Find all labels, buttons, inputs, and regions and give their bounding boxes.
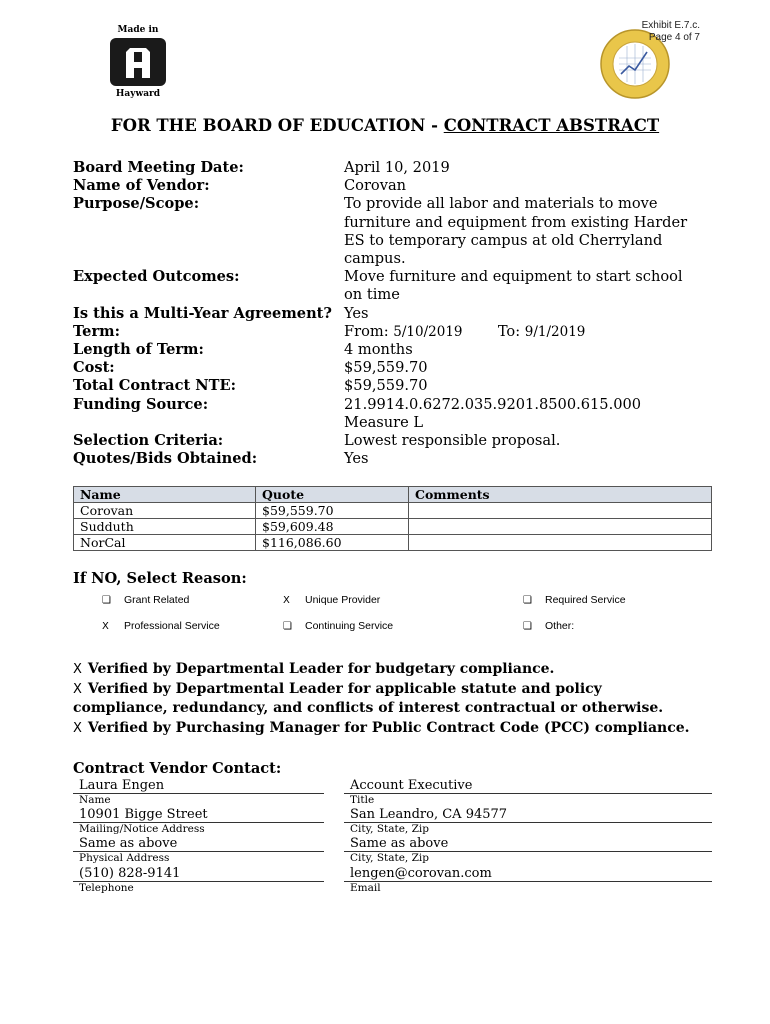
cost-label: Cost: bbox=[73, 359, 115, 377]
contact-name: Laura Engen bbox=[79, 778, 165, 793]
length-label: Length of Term: bbox=[73, 341, 204, 359]
table-header-quote: Quote bbox=[256, 487, 409, 503]
quotes-obtained-label: Quotes/Bids Obtained: bbox=[73, 450, 258, 468]
table-cell-name: NorCal bbox=[74, 535, 256, 551]
checkbox-icon: ❏ bbox=[523, 621, 532, 632]
email: lengen@corovan.com bbox=[350, 866, 492, 881]
city-state-zip-1: San Leandro, CA 94577 bbox=[350, 807, 508, 822]
table-cell-name: Sudduth bbox=[74, 519, 256, 535]
purpose-line: ES to temporary campus at old Cherryland bbox=[344, 231, 663, 249]
exhibit-label bbox=[600, 20, 700, 44]
cost-row bbox=[73, 359, 713, 377]
checkbox-icon: ❏ bbox=[523, 595, 532, 606]
name-caption: Name bbox=[79, 794, 111, 806]
meeting-date-row bbox=[73, 159, 713, 177]
funding-line: 21.9914.0.6272.035.9201.8500.615.000 bbox=[344, 395, 642, 413]
telephone: (510) 828-9141 bbox=[79, 866, 181, 881]
quotes-table bbox=[73, 486, 712, 551]
hayward-h-icon bbox=[110, 38, 166, 86]
verification-budget bbox=[73, 660, 733, 680]
mailing-caption: Mailing/Notice Address bbox=[79, 823, 205, 835]
table-cell-name: Corovan bbox=[74, 503, 256, 519]
funding-row bbox=[73, 396, 713, 432]
table-header-row bbox=[74, 487, 712, 503]
logo-top-text: Made in bbox=[117, 25, 159, 35]
city-state-zip-2: Same as above bbox=[350, 836, 449, 851]
table-cell-quote: $59,559.70 bbox=[256, 503, 409, 519]
table-row bbox=[74, 535, 712, 551]
vendor-label: Name of Vendor: bbox=[73, 177, 210, 195]
meeting-date-value: April 10, 2019 bbox=[344, 159, 450, 176]
table-header-name: Name bbox=[74, 487, 256, 503]
table-row bbox=[74, 519, 712, 535]
term-value bbox=[344, 323, 713, 341]
vendor-row bbox=[73, 177, 713, 195]
physical-caption: Physical Address bbox=[79, 852, 170, 864]
funding-value bbox=[344, 396, 713, 432]
city2-caption: City, State, Zip bbox=[350, 852, 429, 864]
divider bbox=[344, 881, 712, 882]
logo-bottom-text: Hayward bbox=[115, 89, 161, 99]
cost-value: $59,559.70 bbox=[344, 359, 428, 377]
verification-statements bbox=[73, 660, 733, 738]
checkbox-icon: X bbox=[283, 595, 290, 606]
made-in-hayward-logo bbox=[108, 25, 168, 99]
title-prefix: FOR THE BOARD OF EDUCATION - bbox=[110, 116, 444, 135]
reason-continuing-service[interactable] bbox=[283, 620, 393, 632]
verification-statute-cont: compliance, redundancy, and conflicts of interest contractual or otherwise. bbox=[73, 700, 664, 716]
contact-block bbox=[0, 778, 770, 908]
title-caption: Title bbox=[350, 794, 375, 806]
contact-title: Account Executive bbox=[350, 778, 473, 793]
funding-line: Measure L bbox=[344, 413, 424, 431]
outcomes-row bbox=[73, 268, 713, 304]
criteria-label: Selection Criteria: bbox=[73, 432, 224, 450]
table-cell-quote: $59,609.48 bbox=[256, 519, 409, 535]
term-row bbox=[73, 323, 713, 341]
verification-text: Verified by Departmental Leader for applicable statute and policy bbox=[87, 680, 602, 697]
purpose-line: furniture and equipment from existing Harder bbox=[344, 213, 688, 231]
check-mark: X bbox=[73, 662, 82, 677]
reason-other[interactable] bbox=[523, 620, 574, 632]
reason-label: Unique Provider bbox=[305, 594, 381, 606]
outcomes-value bbox=[344, 268, 713, 304]
nte-row bbox=[73, 377, 713, 395]
multiyear-row bbox=[73, 305, 713, 323]
title-underlined: CONTRACT ABSTRACT bbox=[443, 116, 660, 135]
email-caption: Email bbox=[350, 882, 381, 894]
page-number: Page 4 of 7 bbox=[648, 32, 700, 43]
vendor-value: Corovan bbox=[344, 177, 407, 195]
check-mark: X bbox=[73, 720, 82, 736]
purpose-value bbox=[344, 195, 713, 268]
meeting-date-label: Board Meeting Date: bbox=[73, 159, 244, 176]
term-label: Term: bbox=[73, 322, 120, 340]
term-from-value: 5/10/2019 bbox=[393, 323, 463, 340]
telephone-caption: Telephone bbox=[79, 882, 134, 894]
length-value: 4 months bbox=[344, 341, 413, 359]
nte-label: Total Contract NTE: bbox=[73, 377, 237, 395]
criteria-row bbox=[73, 432, 713, 450]
divider bbox=[344, 793, 712, 794]
multiyear-label: Is this a Multi-Year Agreement? bbox=[73, 304, 332, 322]
reason-label: Continuing Service bbox=[305, 620, 394, 632]
outcomes-line: Move furniture and equipment to start school bbox=[344, 268, 683, 286]
verification-statute bbox=[73, 680, 733, 700]
table-header-comments: Comments bbox=[409, 487, 712, 503]
length-row bbox=[73, 341, 713, 359]
table-cell-comments bbox=[409, 535, 712, 551]
physical-address: Same as above bbox=[79, 836, 178, 851]
reason-label: Required Service bbox=[545, 594, 626, 606]
quotes-obtained-row bbox=[73, 450, 713, 468]
checkbox-icon: ❏ bbox=[283, 621, 292, 632]
contact-heading: Contract Vendor Contact: bbox=[73, 760, 282, 777]
criteria-value: Lowest responsible proposal. bbox=[344, 432, 561, 450]
purpose-line: To provide all labor and materials to move bbox=[344, 195, 658, 213]
verification-text: Verified by Departmental Leader for budgetary compliance. bbox=[87, 661, 555, 677]
outcomes-label: Expected Outcomes: bbox=[73, 268, 240, 286]
checkbox-icon: X bbox=[102, 621, 109, 632]
mailing-address: 10901 Bigge Street bbox=[79, 807, 208, 822]
verification-text: Verified by Purchasing Manager for Public Contract Code (PCC) compliance. bbox=[87, 719, 690, 736]
funding-label: Funding Source: bbox=[73, 395, 209, 413]
term-from-label: From: bbox=[344, 322, 389, 340]
reason-label: Grant Related bbox=[124, 594, 190, 606]
exhibit-number: Exhibit E.7.c. bbox=[641, 20, 700, 31]
check-mark: X bbox=[73, 681, 82, 697]
multiyear-value: Yes bbox=[344, 304, 369, 322]
reason-label: Other: bbox=[545, 620, 575, 632]
outcomes-line: on time bbox=[344, 286, 400, 304]
reason-professional-service[interactable] bbox=[102, 620, 220, 632]
table-cell-comments bbox=[409, 519, 712, 535]
table-row bbox=[74, 503, 712, 519]
reason-heading: If NO, Select Reason: bbox=[73, 570, 247, 587]
table-cell-quote: $116,086.60 bbox=[256, 535, 409, 551]
purpose-label: Purpose/Scope: bbox=[73, 195, 200, 213]
city1-caption: City, State, Zip bbox=[350, 823, 429, 835]
nte-value: $59,559.70 bbox=[344, 377, 428, 395]
reason-unique-provider[interactable] bbox=[283, 594, 380, 606]
quotes-obtained-value: Yes bbox=[344, 450, 369, 468]
purpose-row bbox=[73, 195, 713, 268]
checkbox-icon: ❏ bbox=[102, 595, 111, 606]
reason-grant-related[interactable] bbox=[102, 594, 189, 606]
term-to-value: 9/1/2019 bbox=[524, 323, 586, 340]
verification-pcc bbox=[73, 719, 733, 739]
reason-required-service[interactable] bbox=[523, 594, 626, 606]
contract-info bbox=[73, 159, 713, 468]
term-to-label: To: bbox=[497, 322, 521, 340]
table-cell-comments bbox=[409, 503, 712, 519]
purpose-line: campus. bbox=[344, 250, 406, 268]
page-title bbox=[0, 116, 770, 135]
reason-label: Professional Service bbox=[124, 620, 220, 632]
divider bbox=[73, 793, 324, 794]
